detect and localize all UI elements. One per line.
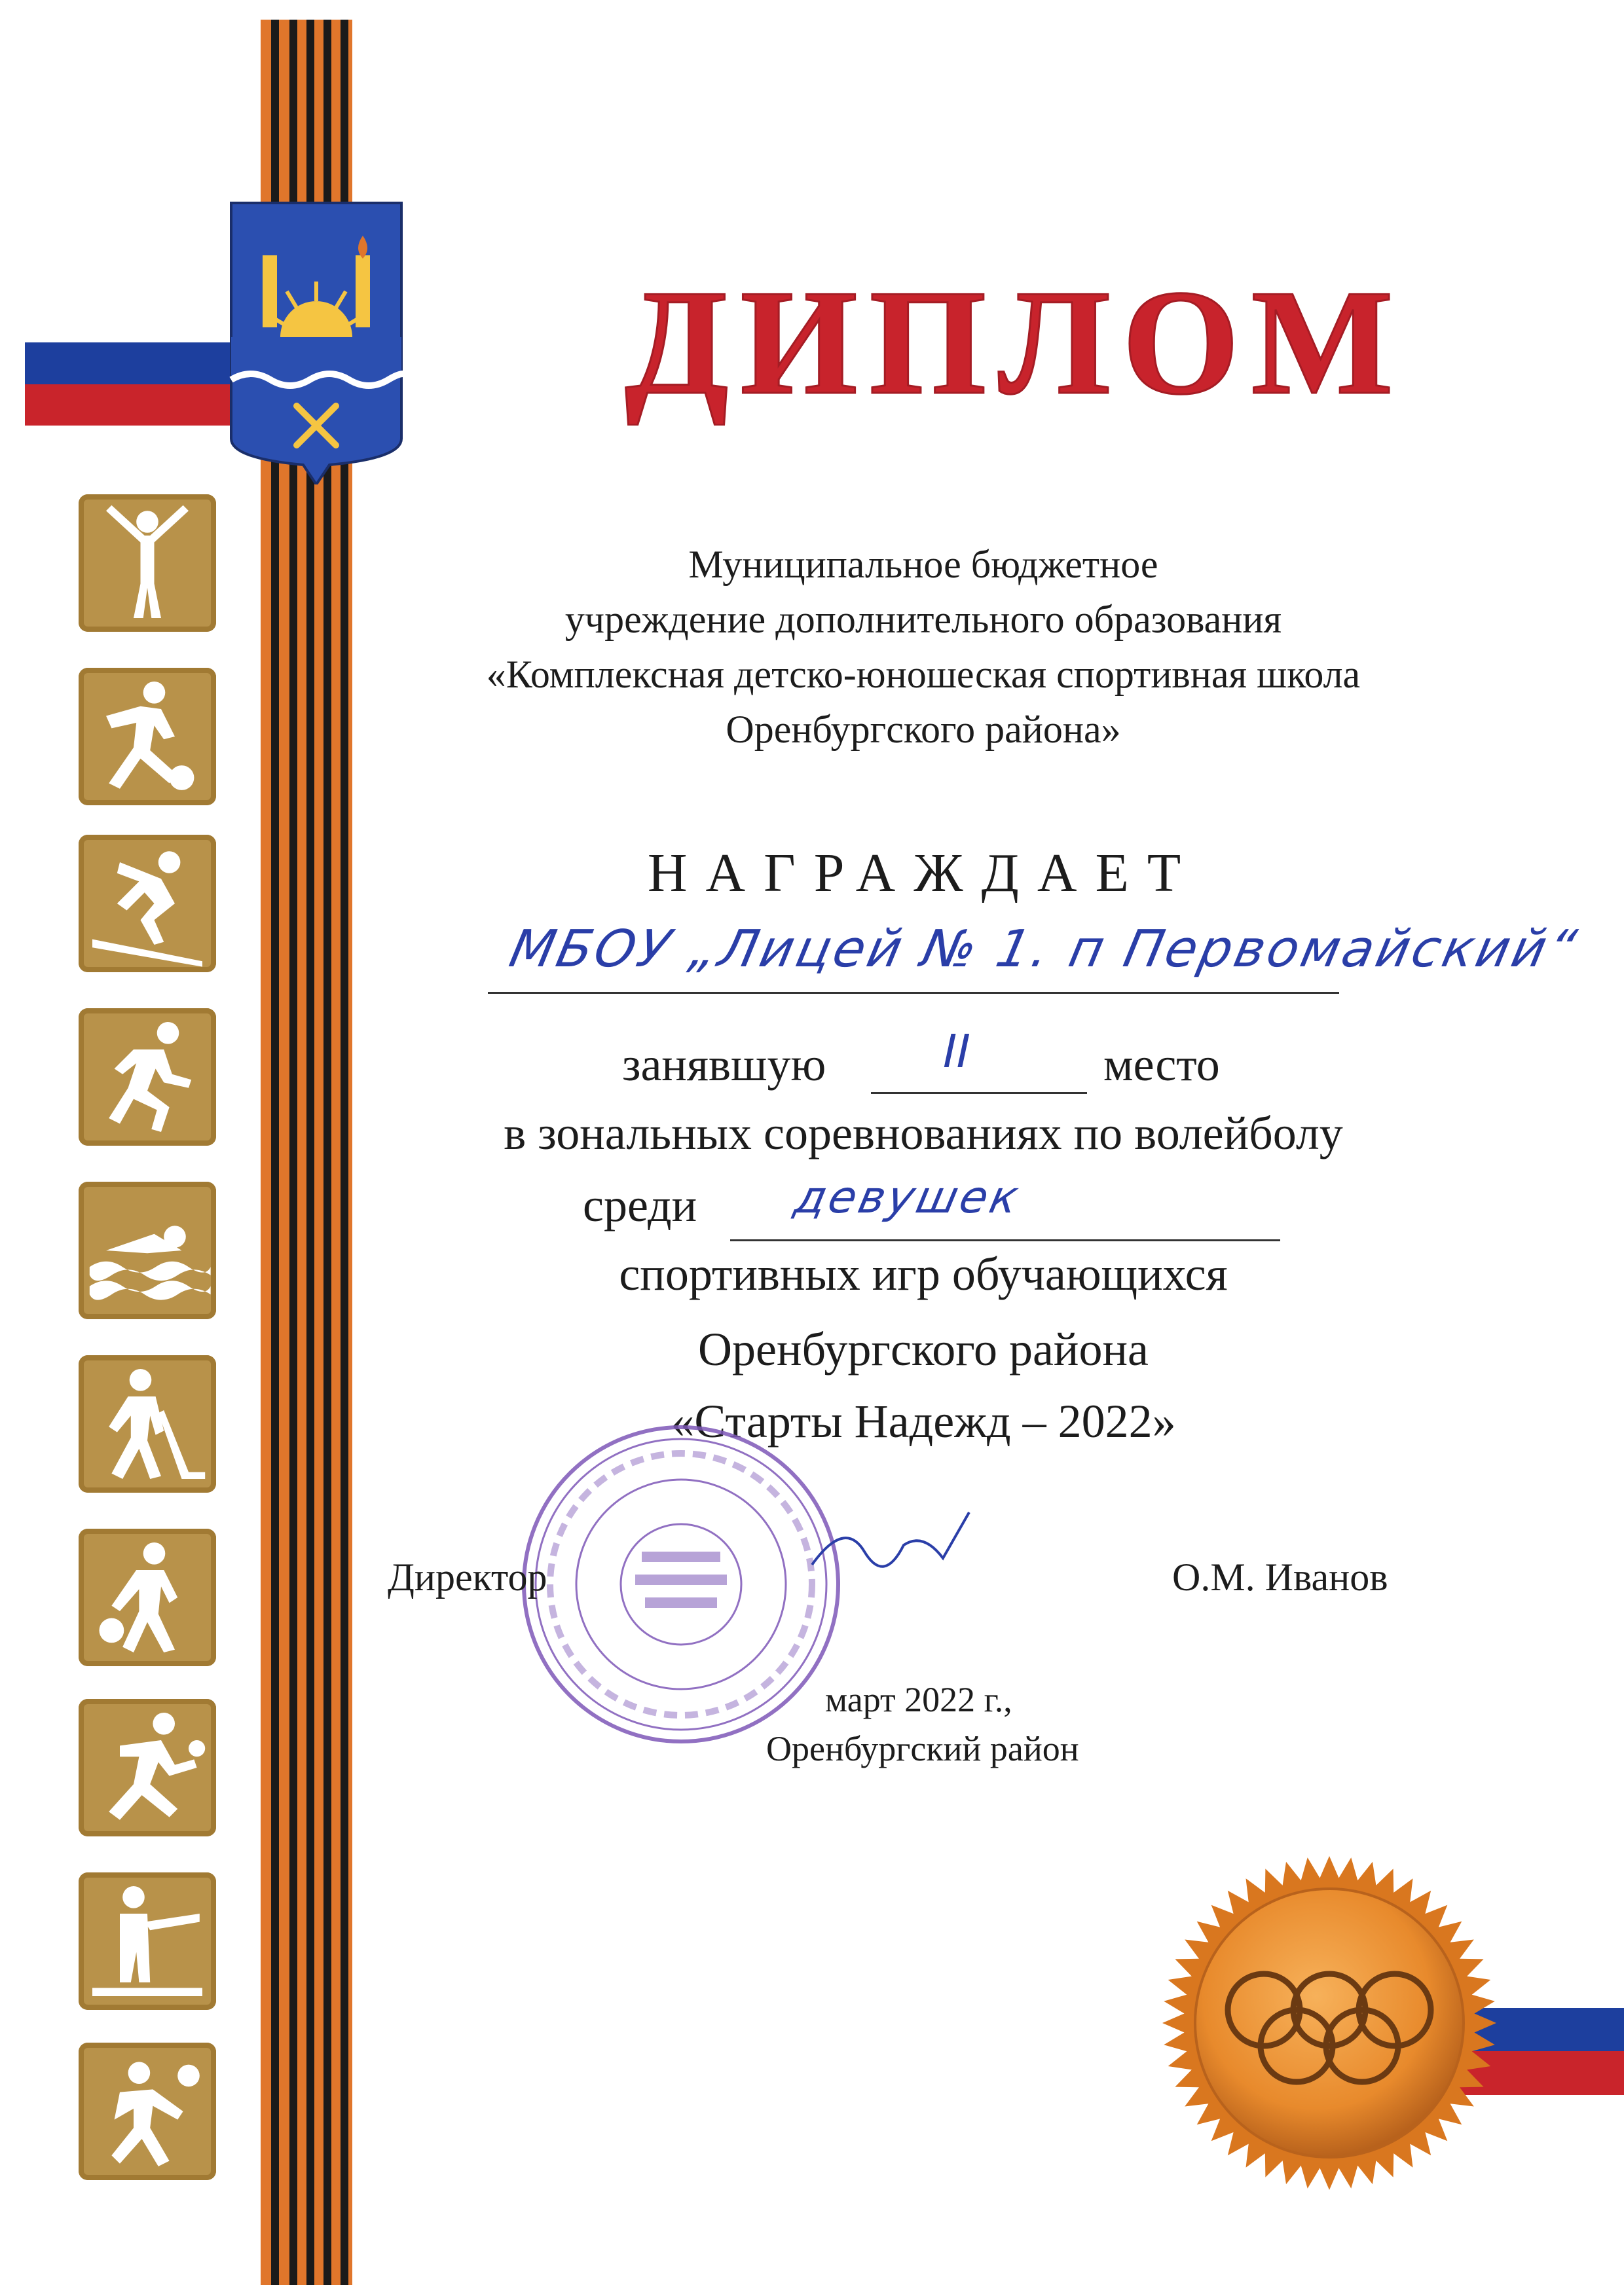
svg-text:ДИПЛОМ: ДИПЛОМ: [625, 259, 1405, 426]
place-suffix: место: [1103, 1038, 1220, 1091]
hockey-icon: [79, 1355, 216, 1493]
runner-icon: [79, 1008, 216, 1146]
director-name: О.М. Иванов: [1172, 1556, 1388, 1599]
director-label: Директор: [388, 1556, 547, 1599]
issue-date: март 2022 г.,: [825, 1680, 1012, 1719]
director-signature: [805, 1493, 976, 1597]
football-icon: [79, 668, 216, 805]
official-stamp: [511, 1414, 851, 1755]
basketball-icon: [79, 1529, 216, 1666]
diploma-title: [589, 255, 1441, 426]
competition-text: в зональных соревнованиях по волейболу: [504, 1107, 1343, 1159]
bowler-icon: [79, 1699, 216, 1836]
biathlon-icon: [79, 1872, 216, 2010]
issue-location: Оренбургский район: [766, 1729, 1079, 1768]
category-underline: [730, 1239, 1280, 1241]
olympic-medal-icon: [1159, 1853, 1500, 2193]
organization-line: Муниципальное бюджетное: [688, 543, 1158, 586]
place-underline: [871, 1092, 1087, 1094]
games-text: спортивных игр обучающихся: [619, 1248, 1228, 1300]
organization-line: учреждение дополнительного образования: [564, 598, 1282, 641]
organization-line: «Комплексная детско-юношеская спортивная школа: [486, 653, 1361, 696]
volleyball-icon: [79, 2043, 216, 2180]
swimmer-icon: [79, 1182, 216, 1319]
place-prefix: занявшую: [622, 1038, 826, 1091]
handwritten-place: II: [937, 1025, 976, 1078]
skier-icon: [79, 835, 216, 972]
recipient-underline: [488, 992, 1339, 994]
organization-line: Оренбургского района»: [726, 708, 1121, 751]
among-prefix: среди: [583, 1179, 697, 1231]
handwritten-category: девушек: [790, 1172, 1025, 1224]
event-name: «Старты Надежд – 2022»: [671, 1395, 1176, 1448]
russian-flag-top: [25, 301, 234, 426]
district-text: Оренбургского района: [698, 1323, 1149, 1376]
coat-of-arms-icon: [225, 196, 408, 484]
award-word: НАГРАЖДАЕТ: [647, 843, 1200, 903]
gymnast-icon: [79, 494, 216, 632]
organization-name: [393, 537, 1454, 757]
handwritten-recipient: МБОУ „Лицей № 1. п Первомайский“: [504, 920, 1584, 979]
